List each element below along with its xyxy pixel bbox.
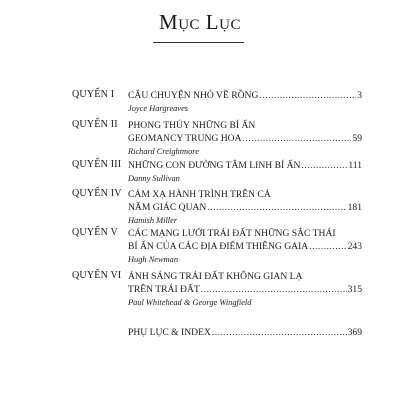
entry-author: Hugh Newman bbox=[128, 255, 179, 264]
page-number: 369 bbox=[347, 327, 362, 338]
entry-author: Richard Creightmore bbox=[128, 147, 199, 156]
leader-dots bbox=[212, 326, 347, 339]
entry-title-line: CÂU CHUYỆN NHỎ VỀ RỒNG bbox=[128, 90, 259, 101]
page-title: Mục Lục bbox=[159, 10, 241, 34]
entry-title-line: GEOMANCY TRUNG HOA bbox=[128, 133, 242, 144]
page-number: 315 bbox=[347, 284, 362, 295]
entry-title-line: NHỮNG CON ĐƯỜNG TÂM LINH BÍ ẨN bbox=[128, 160, 301, 171]
entry-title-line: CẢM XẠ HÀNH TRÌNH TRÊN CẢ bbox=[128, 189, 271, 200]
page-number: 181 bbox=[347, 202, 362, 213]
entry-title-line: NĂM GIÁC QUAN bbox=[128, 202, 207, 213]
page-number: 59 bbox=[352, 133, 362, 144]
volume-label: QUYỂN VI bbox=[72, 270, 122, 281]
volume-label: QUYỂN II bbox=[72, 119, 118, 130]
entry-author: Hamish Miller bbox=[128, 216, 178, 225]
toc-appendix[interactable] bbox=[128, 326, 362, 339]
volume-label: QUYỂN III bbox=[72, 159, 122, 170]
entry-title-line: CÁC MẠNG LƯỚI TRÁI ĐẤT NHỮNG SẮC THÁI bbox=[128, 228, 336, 239]
entry-title-line: BÍ ẨN CỦA CÁC ĐỊA ĐIỂM THIÊNG GAIA bbox=[128, 241, 309, 252]
entry-title-line: PHONG THỦY NHỮNG BÍ ẨN bbox=[128, 120, 256, 131]
page-number: 111 bbox=[348, 160, 362, 171]
leader-dots bbox=[301, 159, 347, 172]
entry-title-line: TRÊN TRÁI ĐẤT bbox=[128, 284, 200, 295]
volume-label: QUYỂN V bbox=[72, 227, 118, 238]
appendix-label: PHỤ LỤC & INDEX bbox=[128, 327, 211, 338]
entry-author: Danny Sullivan bbox=[128, 174, 180, 183]
leader-dots bbox=[259, 89, 356, 102]
volume-label: QUYỂN IV bbox=[72, 188, 122, 199]
leader-dots bbox=[207, 201, 346, 214]
leader-dots bbox=[243, 132, 352, 145]
entry-author: Joyce Hargreaves bbox=[128, 104, 189, 113]
leader-dots bbox=[309, 240, 346, 253]
page-number: 243 bbox=[347, 241, 362, 252]
page-number: 3 bbox=[357, 90, 362, 101]
title-underline bbox=[153, 42, 244, 43]
leader-dots bbox=[201, 283, 347, 296]
volume-label: QUYỂN I bbox=[72, 89, 115, 100]
entry-title-line: ÁNH SÁNG TRÁI ĐẤT KHÔNG GIAN LẠ bbox=[128, 271, 303, 282]
entry-author: Paul Whitehead & George Wingfield bbox=[128, 298, 252, 307]
